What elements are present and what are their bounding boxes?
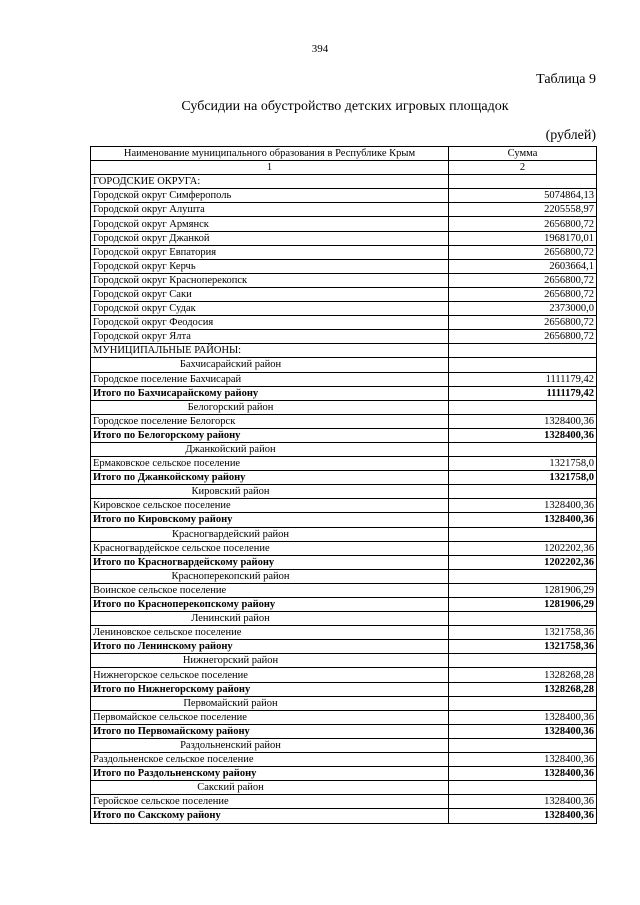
row-name: Итого по Бахчисарайскому району [91, 386, 449, 400]
row-name: Итого по Раздольненскому району [91, 767, 449, 781]
row-value: 2656800,72 [449, 316, 597, 330]
row-name: Кировское сельское поселение [91, 499, 449, 513]
row-value: 1321758,36 [449, 626, 597, 640]
district-header-row [91, 696, 597, 710]
row-value [449, 175, 597, 189]
row-value [449, 442, 597, 456]
district-header-row [91, 781, 597, 795]
row-value [449, 654, 597, 668]
table-row [91, 457, 597, 471]
table-row [91, 231, 597, 245]
row-value: 2656800,72 [449, 217, 597, 231]
row-name: Ермаковское сельское поселение [91, 457, 449, 471]
header-sum-column: Сумма [449, 147, 597, 161]
row-name: Итого по Первомайскому району [91, 724, 449, 738]
row-value [449, 612, 597, 626]
row-value: 2656800,72 [449, 273, 597, 287]
row-value [449, 696, 597, 710]
district-header-row [91, 400, 597, 414]
table-label: Таблица 9 [536, 72, 596, 87]
total-row [91, 513, 597, 527]
total-row [91, 682, 597, 696]
row-name: Сакский район [91, 781, 449, 795]
district-header-row [91, 527, 597, 541]
row-value: 1328400,36 [449, 795, 597, 809]
total-row [91, 471, 597, 485]
row-value: 2656800,72 [449, 287, 597, 301]
row-name: Нижнегорское сельское поселение [91, 668, 449, 682]
row-value [449, 569, 597, 583]
column-number-1: 1 [91, 161, 449, 175]
total-row [91, 386, 597, 400]
row-value: 1321758,36 [449, 640, 597, 654]
row-value: 2656800,72 [449, 245, 597, 259]
row-value [449, 738, 597, 752]
district-header-row [91, 358, 597, 372]
row-value: 1321758,0 [449, 457, 597, 471]
row-value: 1281906,29 [449, 583, 597, 597]
row-name: Геройское сельское поселение [91, 795, 449, 809]
total-row [91, 598, 597, 612]
total-row [91, 767, 597, 781]
total-row [91, 555, 597, 569]
document-title: Субсидии на обустройство детских игровых площадок [181, 99, 509, 114]
page-number: 394 [311, 43, 329, 55]
row-name: Городской округ Джанкой [91, 231, 449, 245]
row-name: Итого по Белогорскому району [91, 428, 449, 442]
row-name: Городской округ Евпатория [91, 245, 449, 259]
row-name: МУНИЦИПАЛЬНЫЕ РАЙОНЫ: [91, 344, 449, 358]
row-name: Лениновское сельское поселение [91, 626, 449, 640]
district-header-row [91, 569, 597, 583]
row-value: 1202202,36 [449, 555, 597, 569]
row-name: Раздольненский район [91, 738, 449, 752]
row-value: 1328400,36 [449, 513, 597, 527]
row-name: Итого по Красноперекопскому району [91, 598, 449, 612]
row-value: 1328400,36 [449, 724, 597, 738]
table-column-numbers-row [91, 161, 597, 175]
row-value: 1111179,42 [449, 372, 597, 386]
district-header-row [91, 612, 597, 626]
district-header-row [91, 738, 597, 752]
row-value: 1328400,36 [449, 499, 597, 513]
table-row [91, 273, 597, 287]
row-value: 1202202,36 [449, 541, 597, 555]
table-row [91, 217, 597, 231]
row-name: Городской округ Керчь [91, 259, 449, 273]
district-header-row [91, 442, 597, 456]
row-value [449, 485, 597, 499]
total-row [91, 428, 597, 442]
subsidies-table [90, 146, 597, 824]
row-value [449, 344, 597, 358]
row-name: Кировский район [91, 485, 449, 499]
row-value [449, 527, 597, 541]
row-name: Городской округ Алушта [91, 203, 449, 217]
table-row [91, 316, 597, 330]
table-row [91, 499, 597, 513]
row-name: Городской округ Саки [91, 287, 449, 301]
section-header-row [91, 175, 597, 189]
row-name: ГОРОДСКИЕ ОКРУГА: [91, 175, 449, 189]
row-value: 1328400,36 [449, 753, 597, 767]
table-body [91, 175, 597, 823]
row-value: 1328268,28 [449, 682, 597, 696]
row-value: 1328400,36 [449, 809, 597, 823]
table-row [91, 541, 597, 555]
row-value [449, 400, 597, 414]
row-name: Первомайский район [91, 696, 449, 710]
row-name: Итого по Джанкойскому району [91, 471, 449, 485]
row-name: Воинское сельское поселение [91, 583, 449, 597]
row-name: Городское поселение Белогорск [91, 414, 449, 428]
table-row [91, 414, 597, 428]
row-value: 1328268,28 [449, 668, 597, 682]
row-name: Белогорский район [91, 400, 449, 414]
row-name: Итого по Кировскому району [91, 513, 449, 527]
row-value: 1328400,36 [449, 414, 597, 428]
row-value: 1321758,0 [449, 471, 597, 485]
row-value: 1328400,36 [449, 428, 597, 442]
table-header-row [91, 147, 597, 161]
header-name-column: Наименование муниципального образования в Республике Крым [91, 147, 449, 161]
table-row [91, 626, 597, 640]
district-header-row [91, 654, 597, 668]
table-row [91, 302, 597, 316]
row-name: Итого по Нижнегорскому району [91, 682, 449, 696]
row-value: 2205558,97 [449, 203, 597, 217]
row-name: Бахчисарайский район [91, 358, 449, 372]
table-row [91, 330, 597, 344]
row-value: 1328400,36 [449, 710, 597, 724]
row-name: Итого по Сакскому району [91, 809, 449, 823]
row-name: Городской округ Симферополь [91, 189, 449, 203]
unit-note: (рублей) [545, 128, 596, 143]
section-header-row [91, 344, 597, 358]
row-name: Нижнегорский район [91, 654, 449, 668]
table-row [91, 372, 597, 386]
column-number-2: 2 [449, 161, 597, 175]
row-value [449, 358, 597, 372]
row-value [449, 781, 597, 795]
row-name: Городской округ Судак [91, 302, 449, 316]
table-row [91, 583, 597, 597]
row-value: 1111179,42 [449, 386, 597, 400]
row-name: Итого по Красногвардейскому району [91, 555, 449, 569]
table-row [91, 710, 597, 724]
table-row [91, 259, 597, 273]
row-value: 1281906,29 [449, 598, 597, 612]
row-name: Городской округ Феодосия [91, 316, 449, 330]
row-name: Красноперекопский район [91, 569, 449, 583]
row-name: Городской округ Ялта [91, 330, 449, 344]
table-row [91, 189, 597, 203]
row-name: Раздольненское сельское поселение [91, 753, 449, 767]
row-name: Джанкойский район [91, 442, 449, 456]
row-value: 5074864,13 [449, 189, 597, 203]
row-name: Итого по Ленинскому району [91, 640, 449, 654]
table-row [91, 203, 597, 217]
row-name: Красногвардейское сельское поселение [91, 541, 449, 555]
table-row [91, 753, 597, 767]
row-value: 1968170,01 [449, 231, 597, 245]
table-row [91, 668, 597, 682]
table-row [91, 795, 597, 809]
row-name: Городское поселение Бахчисарай [91, 372, 449, 386]
total-row [91, 640, 597, 654]
row-value: 2656800,72 [449, 330, 597, 344]
row-value: 2373000,0 [449, 302, 597, 316]
row-name: Первомайское сельское поселение [91, 710, 449, 724]
row-name: Городской округ Армянск [91, 217, 449, 231]
row-value: 1328400,36 [449, 767, 597, 781]
table-row [91, 287, 597, 301]
total-row [91, 724, 597, 738]
row-name: Ленинский район [91, 612, 449, 626]
table-row [91, 245, 597, 259]
row-name: Городской округ Красноперекопск [91, 273, 449, 287]
row-value: 2603664,1 [449, 259, 597, 273]
total-row [91, 809, 597, 823]
row-name: Красногвардейский район [91, 527, 449, 541]
district-header-row [91, 485, 597, 499]
